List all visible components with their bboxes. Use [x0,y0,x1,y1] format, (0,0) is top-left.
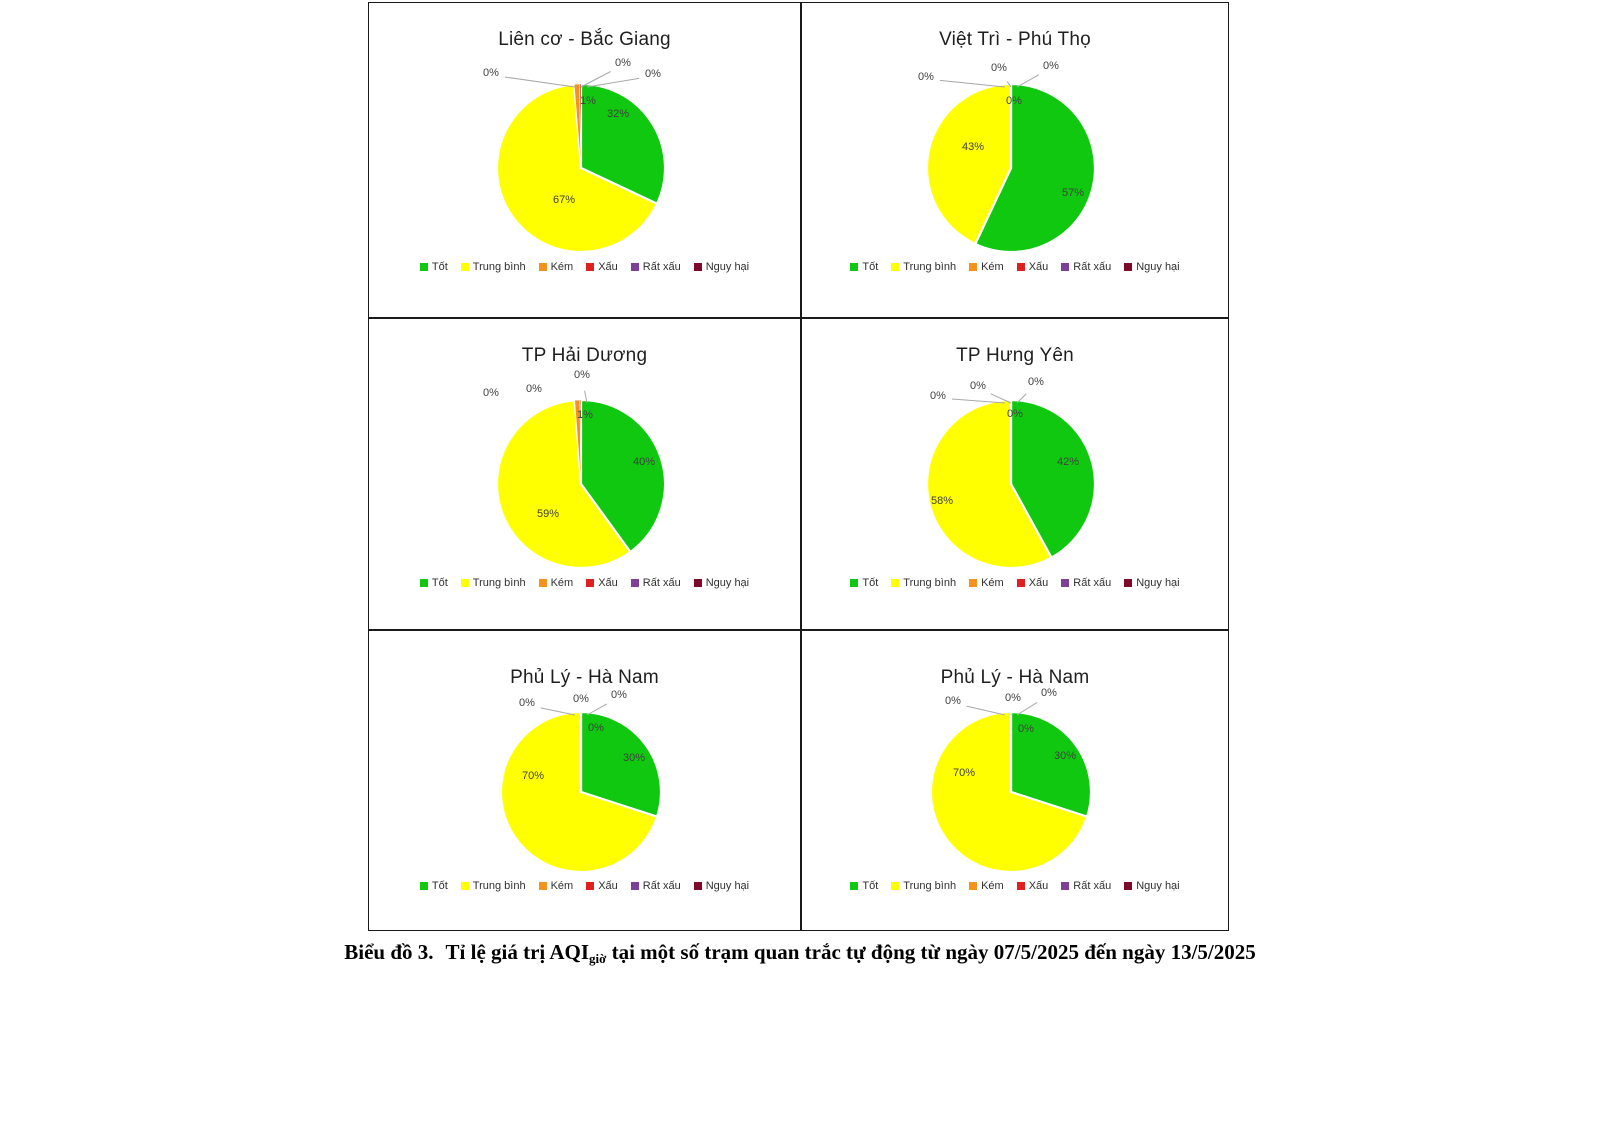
legend-item [1017,880,1049,892]
svg-text:0%: 0% [573,693,589,705]
legend-item [969,261,1004,273]
svg-text:0%: 0% [588,722,604,734]
legend-item [586,880,618,892]
legend-label: Rất xấu [1073,577,1112,589]
chart-title: Việt Trì - Phú Thọ [939,29,1091,50]
legend-label: Rất xấu [1073,261,1112,273]
svg-text:0%: 0% [483,67,499,79]
svg-text:0%: 0% [991,62,1007,74]
svg-text:67%: 67% [552,194,576,206]
svg-text:0%: 0% [1006,95,1022,107]
legend-label: Tốt [431,577,448,589]
chart-panel-ha-nam-2 [801,630,1229,931]
legend-label: Tốt [431,880,448,892]
legend-item [1124,261,1179,273]
legend-swatch [461,579,469,587]
legend-swatch [539,882,547,890]
legend-swatch [969,882,977,890]
legend-label: Xấu [1028,880,1049,892]
svg-text:0%: 0% [519,697,535,709]
svg-text:59%: 59% [536,508,560,520]
legend-swatch [969,579,977,587]
legend-label: Kém [981,880,1004,892]
legend-label: Kém [981,577,1004,589]
charts-table [368,2,1229,931]
svg-text:0%: 0% [645,68,661,80]
legend-label: Rất xấu [642,577,681,589]
legend-item [539,577,574,589]
legend-item [850,880,878,892]
legend-swatch [850,579,858,587]
legend-swatch [850,263,858,271]
svg-text:0%: 0% [918,71,934,83]
legend-swatch [694,263,702,271]
chart-legend [802,880,1228,892]
svg-text:0%: 0% [483,387,499,399]
svg-text:58%: 58% [930,495,954,507]
svg-text:0%: 0% [970,380,986,392]
legend-item [1124,880,1179,892]
chart-legend [802,261,1228,273]
svg-text:0%: 0% [930,390,946,402]
legend-label: Nguy hại [1136,577,1180,589]
legend-swatch [539,579,547,587]
legend-item [850,577,878,589]
legend-label: Tốt [862,261,879,273]
chart-title: TP Hải Dương [521,345,648,366]
legend-swatch [420,882,428,890]
caption-label: Biểu đồ 3. [344,940,434,964]
svg-text:43%: 43% [961,141,985,153]
legend-swatch [891,263,899,271]
legend-item [1124,577,1179,589]
legend-item [1017,577,1049,589]
legend-swatch [631,882,639,890]
legend-item [631,261,681,273]
chart-title: Liên cơ - Bắc Giang [498,29,671,50]
legend-item [461,880,526,892]
svg-text:1%: 1% [580,95,596,107]
legend-swatch [891,882,899,890]
legend-label: Trung bình [903,577,957,589]
legend-label: Trung bình [472,577,526,589]
svg-text:0%: 0% [1041,687,1057,699]
chart-panel-ha-nam-1 [368,630,801,931]
caption-text-2: tại một số trạm quan trắc tự động từ ngày 07/5/2025 đến ngày 13/5/2025 [606,940,1256,964]
legend-item [586,577,618,589]
svg-text:0%: 0% [615,57,631,69]
svg-text:0%: 0% [526,383,542,395]
caption-text: Tỉ lệ giá trị AQI [445,940,590,964]
legend-label: Tốt [431,261,448,273]
legend-item [694,261,749,273]
legend-label: Trung bình [903,880,957,892]
legend-swatch [1061,579,1069,587]
legend-item [631,577,681,589]
legend-label: Xấu [598,577,618,589]
legend-label: Rất xấu [642,261,681,273]
legend-label: Rất xấu [642,880,681,892]
legend-label: Trung bình [472,261,526,273]
svg-text:0%: 0% [1007,408,1023,420]
legend-item [420,261,448,273]
legend-swatch [1124,579,1132,587]
legend-swatch [1017,579,1025,587]
legend-item [969,880,1004,892]
legend-item [850,261,878,273]
chart-legend [369,880,800,892]
legend-swatch [631,579,639,587]
legend-swatch [694,882,702,890]
svg-text:0%: 0% [574,369,590,381]
legend-swatch [1061,882,1069,890]
svg-text:42%: 42% [1056,456,1080,468]
legend-item [586,261,618,273]
legend-item [1017,261,1049,273]
chart-panel-hai-duong [368,318,801,630]
legend-item [461,261,526,273]
svg-text:40%: 40% [632,456,656,468]
legend-label: Rất xấu [1073,880,1112,892]
svg-text:32%: 32% [606,108,630,120]
legend-swatch [1061,263,1069,271]
chart-title: TP Hưng Yên [956,345,1074,366]
legend-label: Kém [550,880,574,892]
legend-swatch [461,263,469,271]
legend-item [1061,261,1111,273]
legend-swatch [586,263,594,271]
legend-swatch [969,263,977,271]
svg-text:57%: 57% [1061,187,1085,199]
svg-text:30%: 30% [1053,750,1077,762]
legend-label: Nguy hại [1136,261,1180,273]
svg-text:30%: 30% [622,752,646,764]
legend-item [539,880,574,892]
legend-item [539,261,574,273]
svg-text:0%: 0% [611,689,627,701]
figure-caption [16,940,1584,967]
legend-swatch [1017,263,1025,271]
chart-panel-bac-giang [368,2,801,318]
legend-swatch [539,263,547,271]
legend-item [420,577,448,589]
legend-label: Xấu [598,261,618,273]
chart-panel-hung-yen [801,318,1229,630]
legend-swatch [420,579,428,587]
legend-swatch [1124,882,1132,890]
legend-item [694,577,749,589]
legend-item [891,261,956,273]
legend-swatch [631,263,639,271]
legend-label: Kém [981,261,1004,273]
legend-item [969,577,1004,589]
legend-label: Nguy hại [1136,880,1180,892]
legend-label: Tốt [862,577,879,589]
svg-text:0%: 0% [945,695,961,707]
legend-item [1061,880,1111,892]
chart-legend [369,261,800,273]
legend-label: Trung bình [903,261,957,273]
svg-text:70%: 70% [952,767,976,779]
legend-item [891,880,956,892]
legend-swatch [850,882,858,890]
legend-label: Xấu [1028,577,1049,589]
svg-text:0%: 0% [1005,692,1021,704]
legend-swatch [694,579,702,587]
svg-text:70%: 70% [521,770,545,782]
chart-title: Phủ Lý - Hà Nam [510,667,659,688]
legend-item [1061,577,1111,589]
legend-label: Nguy hại [705,880,750,892]
legend-swatch [1017,882,1025,890]
legend-item [420,880,448,892]
chart-title: Phủ Lý - Hà Nam [940,667,1090,688]
legend-item [694,880,749,892]
svg-text:0%: 0% [1028,376,1044,388]
legend-swatch [891,579,899,587]
svg-text:0%: 0% [1018,723,1034,735]
legend-label: Nguy hại [705,261,750,273]
legend-swatch [586,579,594,587]
legend-label: Nguy hại [705,577,750,589]
svg-text:0%: 0% [1043,60,1059,72]
legend-swatch [1124,263,1132,271]
chart-legend [369,577,800,589]
legend-item [461,577,526,589]
legend-label: Tốt [862,880,879,892]
chart-panel-phu-tho [801,2,1229,318]
legend-label: Xấu [598,880,618,892]
svg-text:1%: 1% [577,409,593,421]
legend-swatch [420,263,428,271]
legend-label: Kém [550,261,574,273]
legend-swatch [586,882,594,890]
chart-legend [802,577,1228,589]
legend-swatch [461,882,469,890]
legend-item [631,880,681,892]
legend-label: Trung bình [472,880,526,892]
legend-item [891,577,956,589]
legend-label: Xấu [1028,261,1049,273]
caption-subscript: giờ [589,951,607,966]
legend-label: Kém [550,577,574,589]
